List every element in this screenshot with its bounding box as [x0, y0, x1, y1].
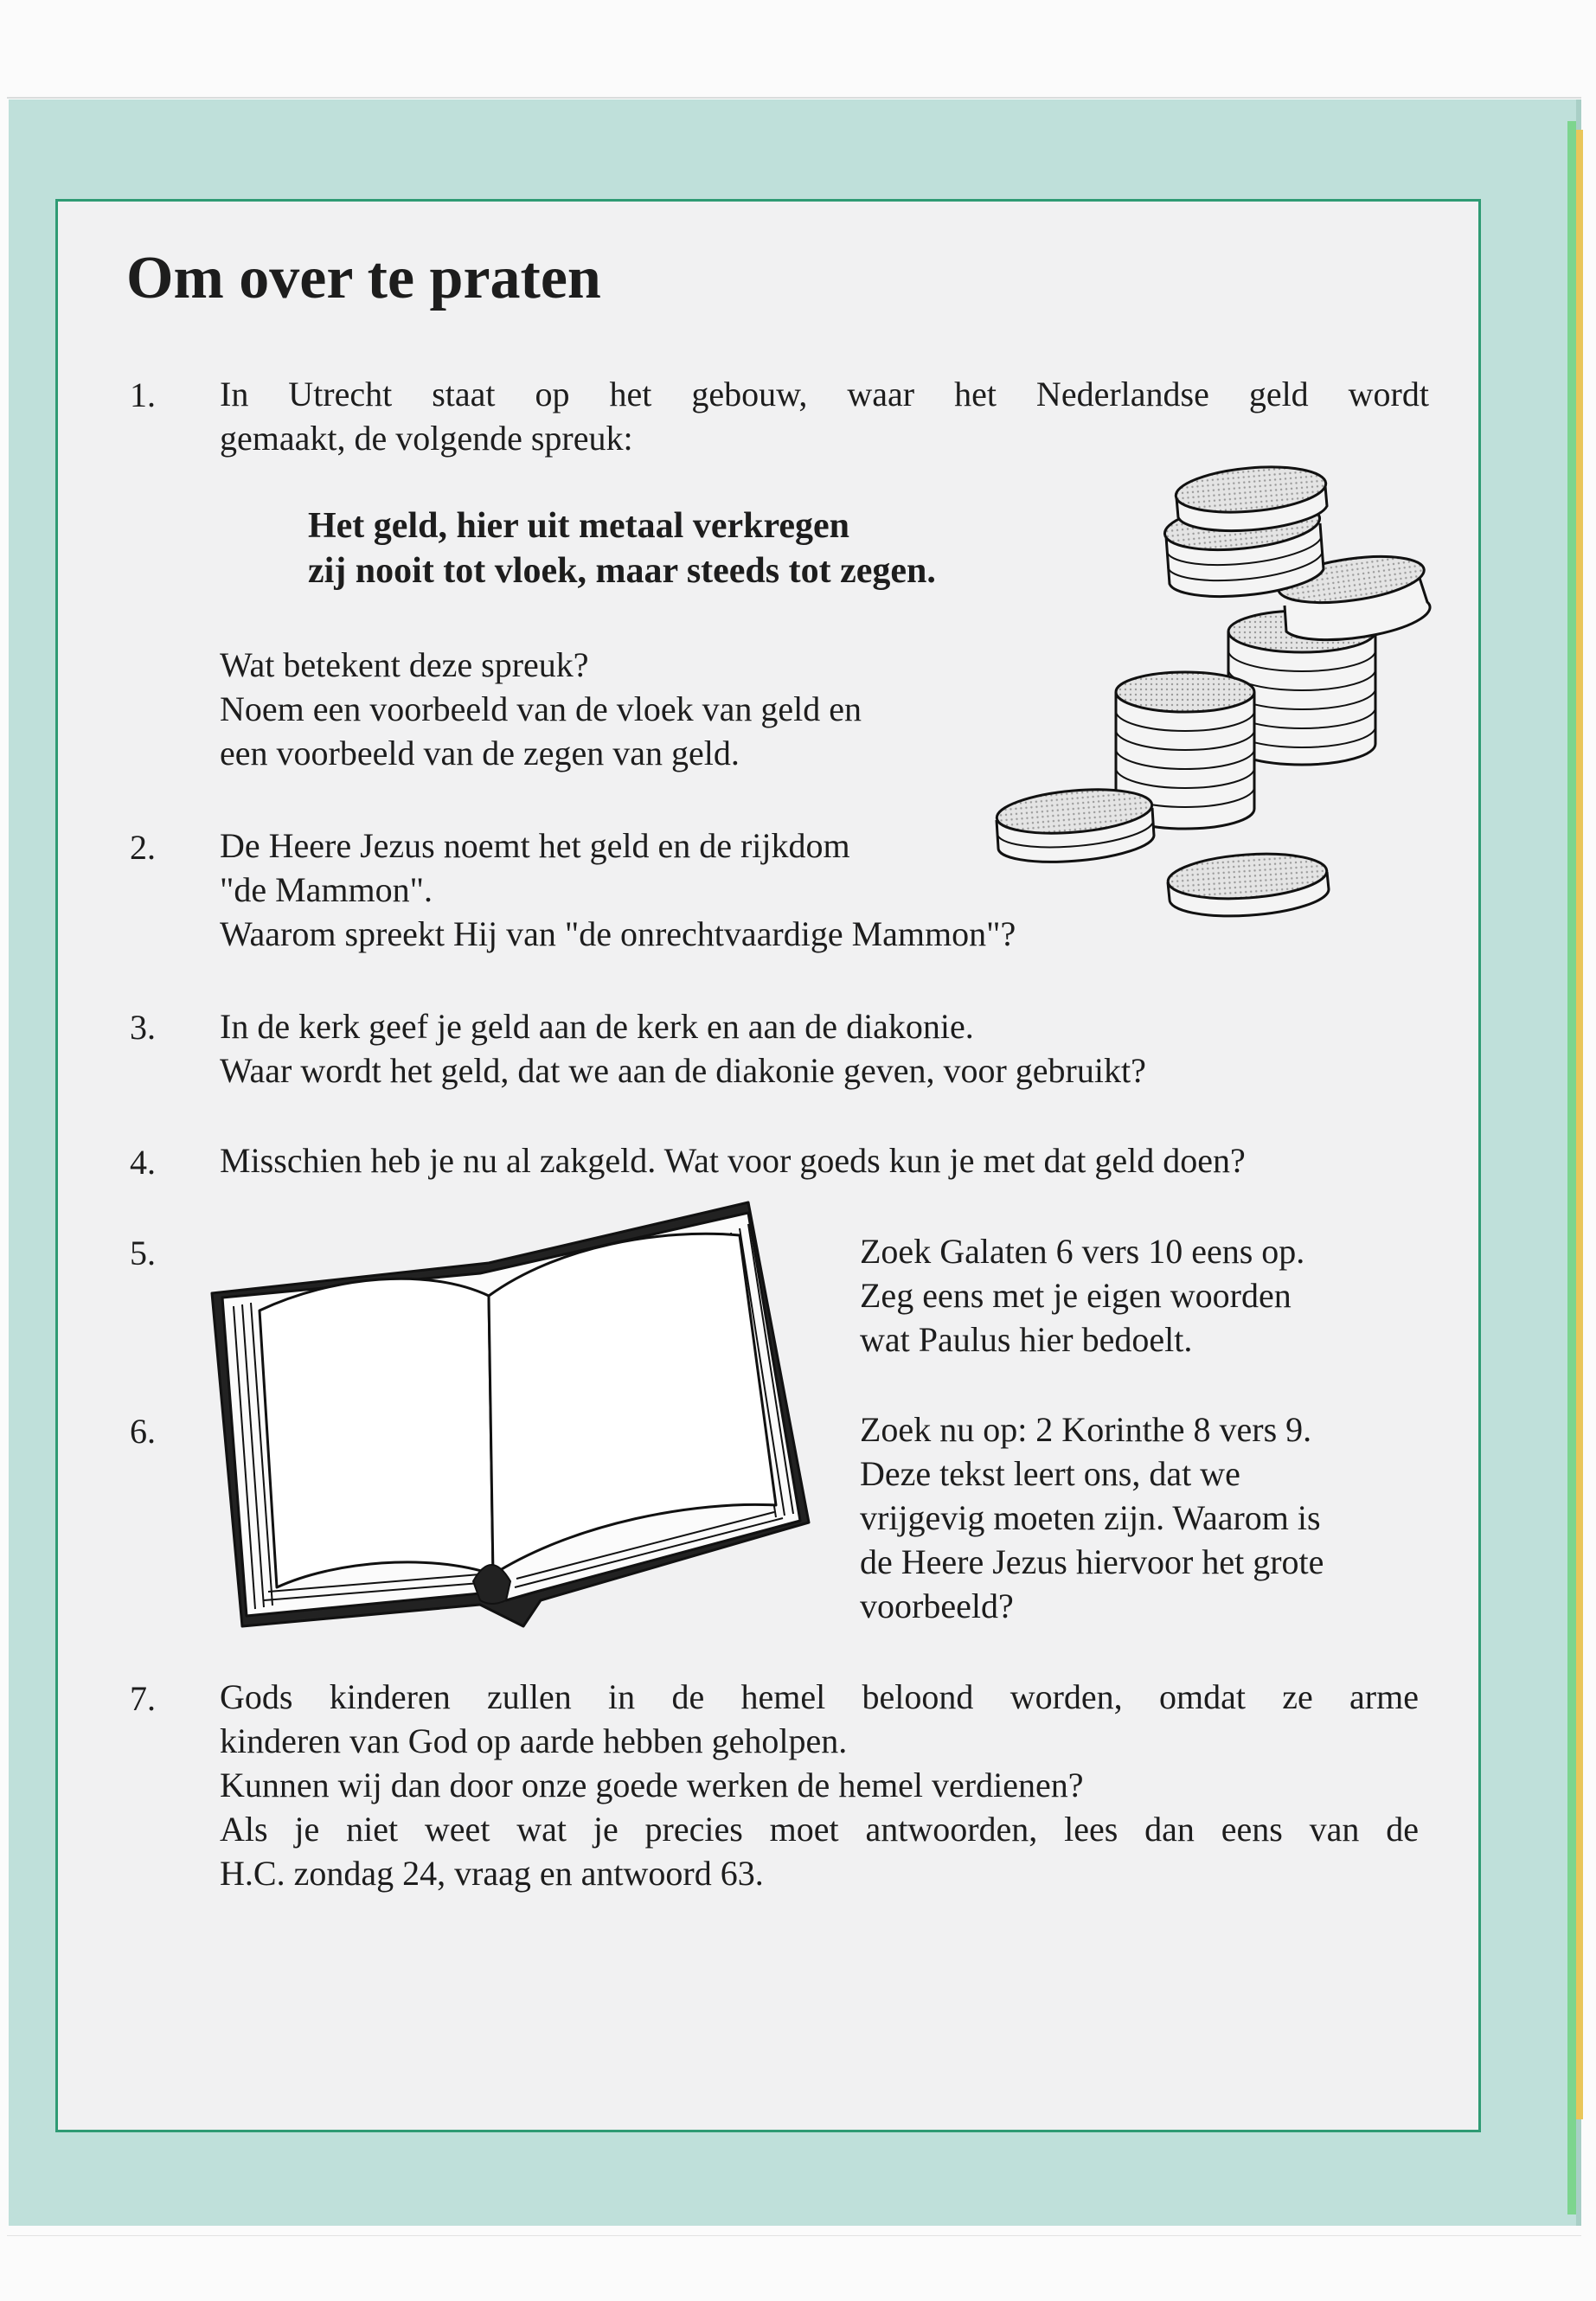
- question-7-line: Gods kinderen zullen in de hemel beloond worden, omdat ze arme: [220, 1677, 1419, 1716]
- question-3-number: 3.: [130, 1008, 156, 1047]
- question-5-line: Zeg eens met je eigen woorden: [860, 1276, 1292, 1315]
- question-6-line: Deze tekst leert ons, dat we: [860, 1454, 1240, 1493]
- saying: [308, 503, 936, 593]
- question-1-prompt: Noem een voorbeeld van de vloek van geld en: [220, 689, 862, 728]
- question-5-line: Zoek Galaten 6 vers 10 eens op.: [860, 1232, 1305, 1271]
- question-7-text: [220, 1675, 1419, 1895]
- question-3-line: Waar wordt het geld, dat we aan de diakonie geven, voor gebruikt?: [220, 1051, 1146, 1090]
- question-1-prompt: Wat betekent deze spreuk?: [220, 645, 589, 684]
- question-1-prompt: een voorbeeld van de zegen van geld.: [220, 734, 740, 772]
- question-6-line: Zoek nu op: 2 Korinthe 8 vers 9.: [860, 1410, 1312, 1449]
- page-edge-yellow: [1576, 130, 1583, 2119]
- question-6-number: 6.: [130, 1412, 156, 1451]
- saying-line: Het geld, hier uit metaal verkregen: [308, 506, 849, 546]
- question-1-intro-line: In Utrecht staat op het gebouw, waar het Nederlandse geld wordt: [220, 375, 1429, 413]
- open-book-illustration: [195, 1194, 817, 1661]
- saying-line: zij nooit tot vloek, maar steeds tot zegen.: [308, 551, 936, 591]
- question-5-line: wat Paulus hier bedoelt.: [860, 1320, 1193, 1359]
- question-4-line: Misschien heb je nu al zakgeld. Wat voor goeds kun je met dat geld doen?: [220, 1141, 1246, 1180]
- coin-stacks-illustration: [977, 433, 1427, 969]
- question-2-line: De Heere Jezus noemt het geld en de rijkdom: [220, 826, 850, 865]
- question-6-line: voorbeeld?: [860, 1586, 1014, 1625]
- question-4-number: 4.: [130, 1143, 156, 1182]
- question-7-line: Kunnen wij dan door onze goede werken de hemel verdienen?: [220, 1766, 1084, 1804]
- page-edge-green: [1567, 121, 1576, 2214]
- question-7-line: kinderen van God op aarde hebben geholpen.: [220, 1721, 848, 1760]
- question-7-line: H.C. zondag 24, vraag en antwoord 63.: [220, 1854, 764, 1893]
- question-5-text: [860, 1229, 1304, 1362]
- question-6-text: [860, 1407, 1324, 1628]
- question-2-line: "de Mammon".: [220, 870, 433, 909]
- question-3-text: [220, 1004, 1146, 1093]
- question-1-number: 1.: [130, 375, 156, 414]
- question-2-line: Waarom spreekt Hij van "de onrechtvaardige Mammon"?: [220, 914, 1016, 953]
- question-2-text: [220, 824, 1016, 956]
- question-1-prompts: [220, 643, 862, 775]
- question-6-line: de Heere Jezus hiervoor het grote: [860, 1542, 1324, 1581]
- page-title: Om over te praten: [126, 245, 601, 311]
- question-7-line: Als je niet weet wat je precies moet antwoorden, lees dan eens van de: [220, 1810, 1419, 1849]
- question-2-number: 2.: [130, 828, 156, 867]
- question-1-intro-line: gemaakt, de volgende spreuk:: [220, 419, 633, 458]
- question-7-number: 7.: [130, 1679, 156, 1718]
- question-5-number: 5.: [130, 1234, 156, 1272]
- question-3-line: In de kerk geef je geld aan de kerk en aan de diakonie.: [220, 1007, 974, 1046]
- question-6-line: vrijgevig moeten zijn. Waarom is: [860, 1498, 1321, 1537]
- question-4-text: [220, 1138, 1246, 1183]
